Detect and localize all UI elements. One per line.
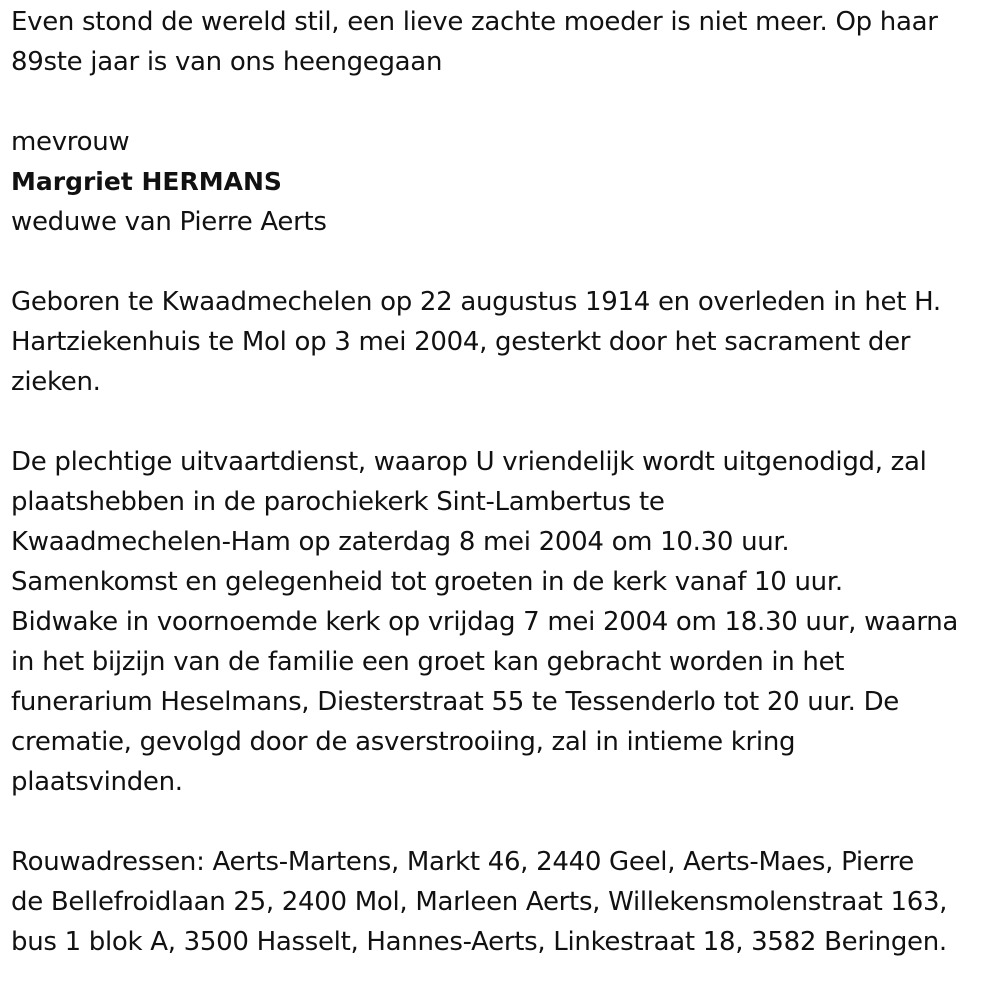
ceremony-line-5: Bidwake in voornoemde kerk op vrijdag 7 mei 2004 om 18.30 uur, waarna: [11, 607, 959, 637]
spacer: [11, 402, 991, 442]
widow-of: weduwe van Pierre Aerts: [11, 207, 327, 237]
spacer: [11, 802, 991, 842]
ceremony-line-8: crematie, gevolgd door de asverstrooiing, zal in intieme kring: [11, 727, 796, 757]
ceremony-line-9: plaatsvinden.: [11, 767, 183, 797]
ceremony-line-2: plaatshebben in de parochiekerk Sint-Lambertus te: [11, 487, 665, 517]
spacer: [11, 242, 991, 282]
birth-death-line-3: zieken.: [11, 367, 101, 397]
birth-death-line-2: Hartziekenhuis te Mol op 3 mei 2004, gesterkt door het sacrament der: [11, 327, 911, 357]
honorific: mevrouw: [11, 127, 130, 157]
spacer: [11, 82, 991, 122]
deceased-name: Margriet HERMANS: [11, 167, 282, 196]
ceremony-line-6: in het bijzijn van de familie een groet kan gebracht worden in het: [11, 647, 845, 677]
ceremony-line-4: Samenkomst en gelegenheid tot groeten in de kerk vanaf 10 uur.: [11, 567, 843, 597]
ceremony-line-1: De plechtige uitvaartdienst, waarop U vriendelijk wordt uitgenodigd, zal: [11, 447, 927, 477]
birth-death-line-1: Geboren te Kwaadmechelen op 22 augustus 1914 en overleden in het H.: [11, 287, 941, 317]
ceremony-line-3: Kwaadmechelen-Ham op zaterdag 8 mei 2004 om 10.30 uur.: [11, 527, 790, 557]
intro-line-2: 89ste jaar is van ons heengegaan: [11, 47, 443, 77]
intro-line-1: Even stond de wereld stil, een lieve zachte moeder is niet meer. Op haar: [11, 7, 938, 37]
ceremony-line-7: funerarium Heselmans, Diesterstraat 55 te Tessenderlo tot 20 uur. De: [11, 687, 899, 717]
addresses-line-3: bus 1 blok A, 3500 Hasselt, Hannes-Aerts, Linkestraat 18, 3582 Beringen.: [11, 927, 947, 957]
addresses-line-2: de Bellefroidlaan 25, 2400 Mol, Marleen Aerts, Willekensmolenstraat 163,: [11, 887, 948, 917]
addresses-line-1: Rouwadressen: Aerts-Martens, Markt 46, 2440 Geel, Aerts-Maes, Pierre: [11, 847, 914, 877]
